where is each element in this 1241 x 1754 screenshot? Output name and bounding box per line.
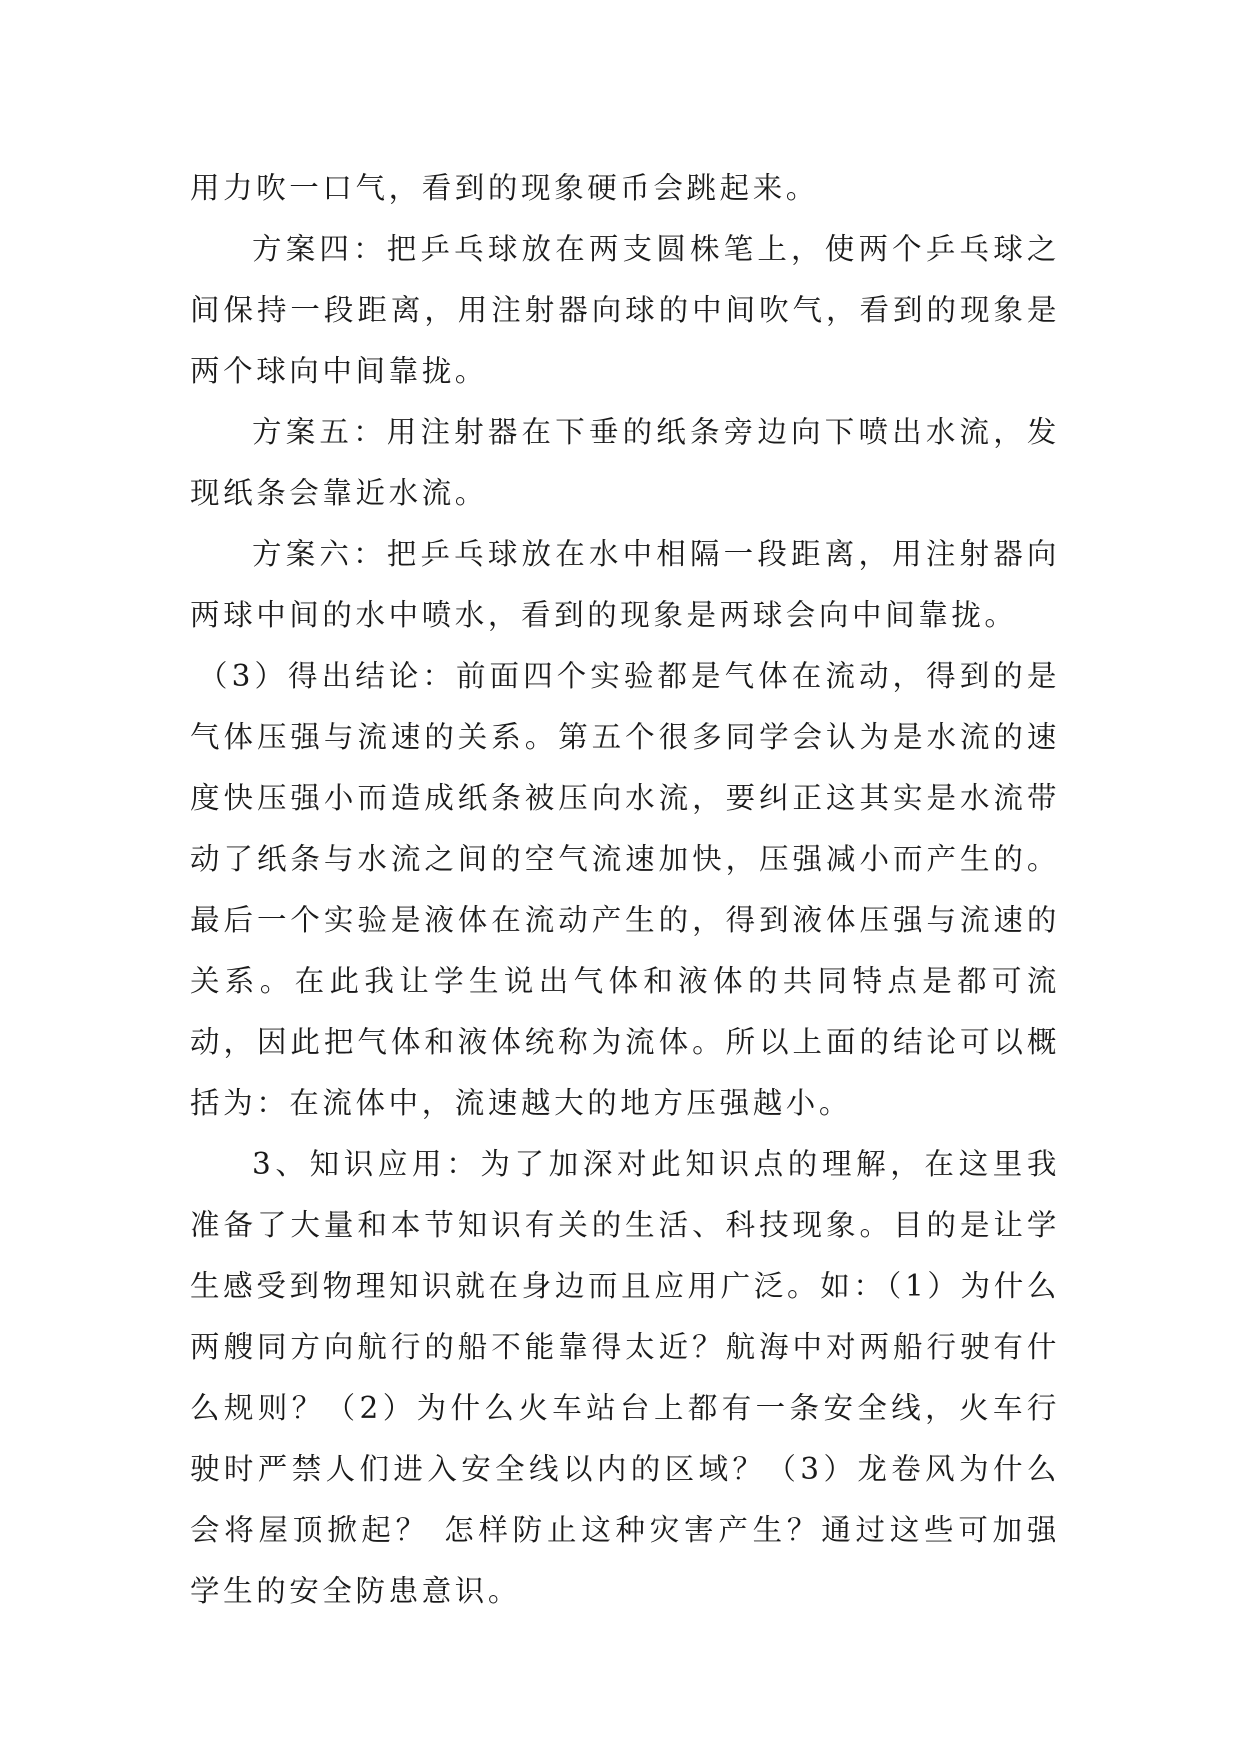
paragraph-knowledge-application: 3、知识应用：为了加深对此知识点的理解，在这里我准备了大量和本节知识有关的生活、科技现象。目的是让学生感受到物理知识就在身边而且应用广泛。如：（1）为什么两艘同方向航行的船不能靠得太近？航海中对两船行驶有什么规则？（2）为什么火车站台上都有一条安全线，火车行驶时严禁人们进入安全线以内的区域？（3）龙卷风为什么会将屋顶掀起？ 怎样防止这种灾害产生？通过这些可加强学生的安全防患意识。	[190, 1147, 1060, 1608]
document-body	[190, 158, 1060, 1622]
paragraph-plan-five: 方案五：用注射器在下垂的纸条旁边向下喷出水流，发现纸条会靠近水流。	[190, 415, 1060, 510]
paragraph-conclusion: （3）得出结论：前面四个实验都是气体在流动，得到的是气体压强与流速的关系。第五个很多同学会认为是水流的速度快压强小而造成纸条被压向水流，要纠正这其实是水流带动了纸条与水流之间的空气流速加快，压强减小而产生的。最后一个实验是液体在流动产生的，得到液体压强与流速的关系。在此我让学生说出气体和液体的共同特点是都可流动，因此把气体和液体统称为流体。所以上面的结论可以概括为：在流体中，流速越大的地方压强越小。	[190, 659, 1060, 1120]
paragraph-plan-four: 方案四：把乒乓球放在两支圆株笔上，使两个乒乓球之间保持一段距离，用注射器向球的中间吹气，看到的现象是两个球向中间靠拢。	[190, 232, 1060, 388]
paragraph-continuation: 用力吹一口气，看到的现象硬币会跳起来。	[190, 171, 819, 205]
paragraph-plan-six: 方案六：把乒乓球放在水中相隔一段距离，用注射器向两球中间的水中喷水，看到的现象是两球会向中间靠拢。	[190, 537, 1060, 632]
